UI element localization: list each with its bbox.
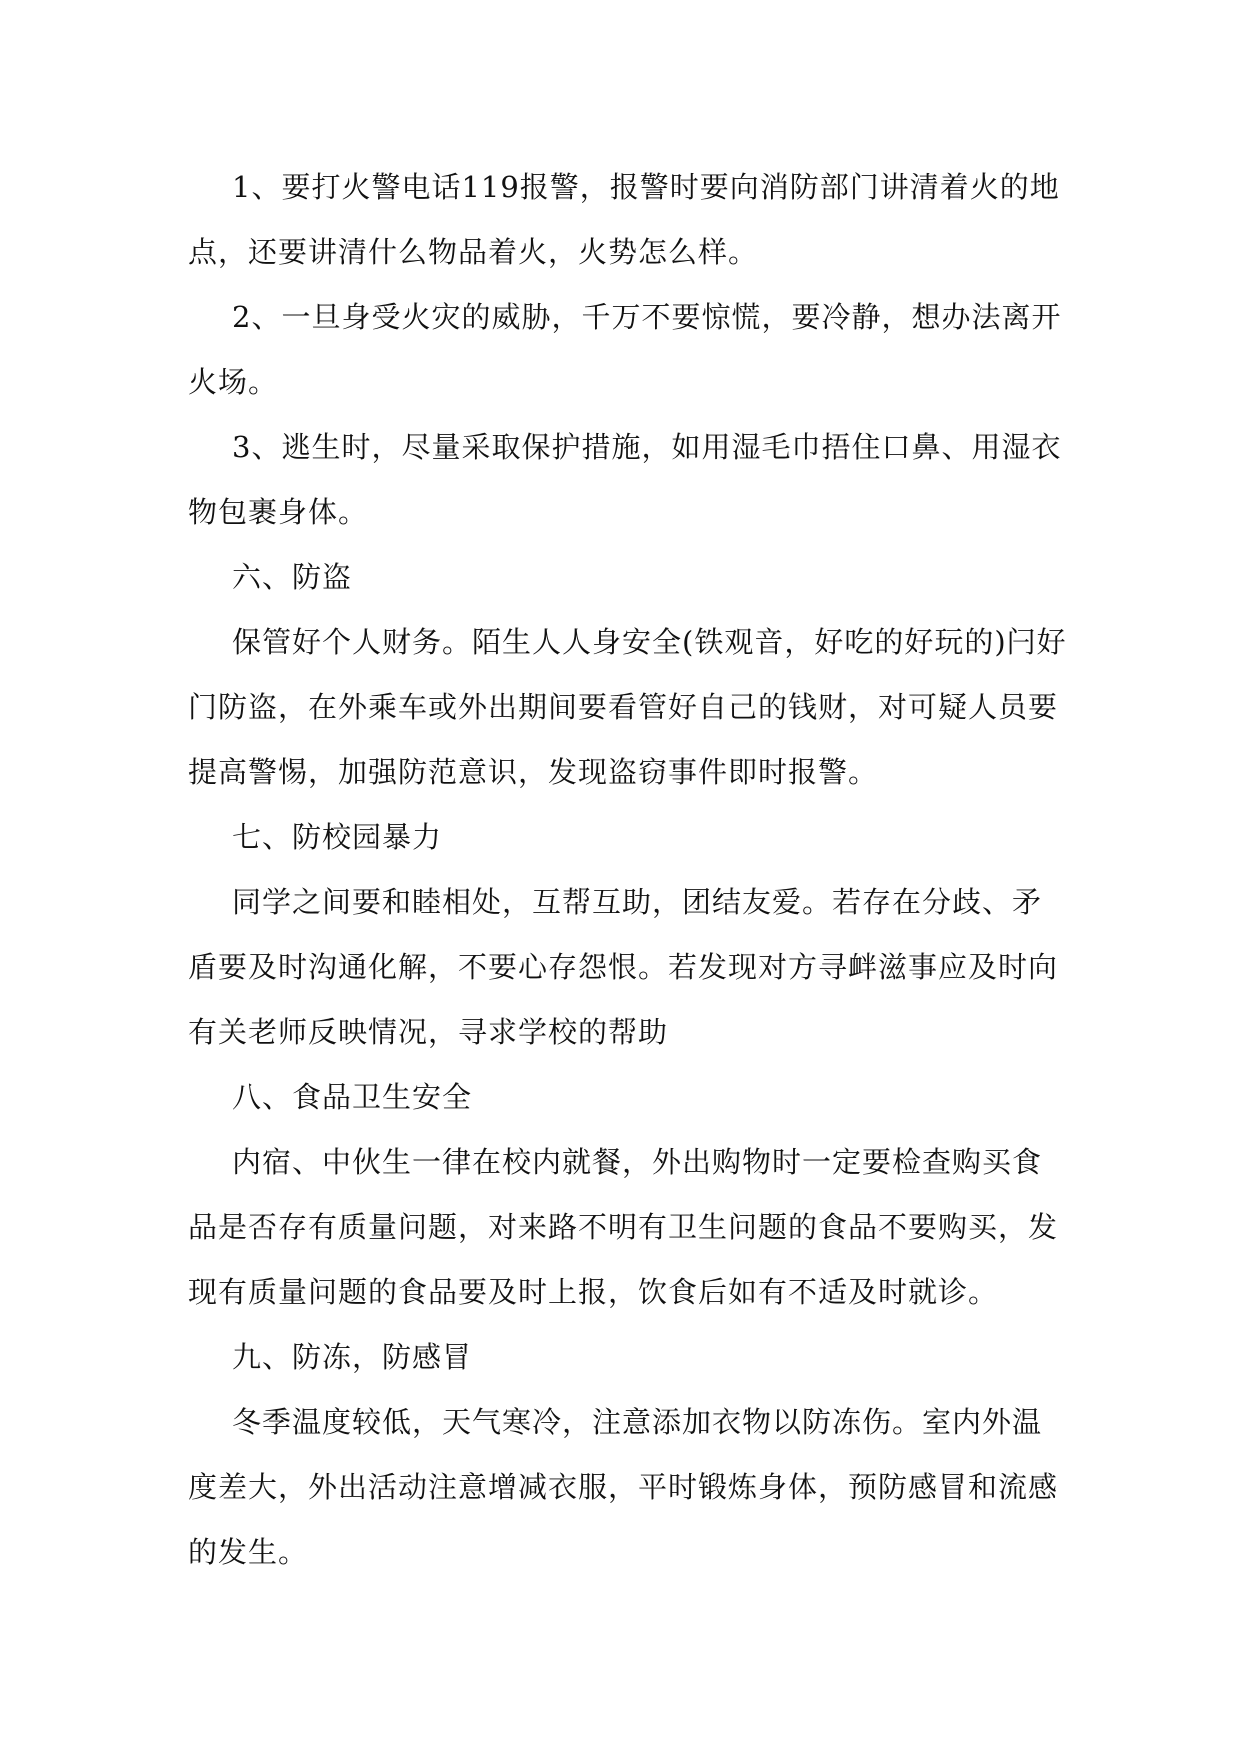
paragraph-cold-flu: 冬季温度较低，天气寒冷，注意添加衣物以防冻伤。室内外温度差大，外出活动注意增减衣服，平时锻炼身体，预防感冒和流感的发生。 — [188, 1405, 1059, 1569]
heading-food-safety: 八、食品卫生安全 — [232, 1080, 473, 1114]
paragraph-school-violence: 同学之间要和睦相处，互帮互助，团结友爱。若存在分歧、矛盾要及时沟通化解，不要心存怨恨。若发现对方寻衅滋事应及时向有关老师反映情况，寻求学校的帮助 — [188, 885, 1059, 1049]
paragraph-fire-calm: 2、一旦身受火灾的威胁，千万不要惊慌，要冷静，想办法离开火场。 — [188, 300, 1062, 399]
paragraph-fire-call: 1、要打火警电话119报警，报警时要向消防部门讲清着火的地点，还要讲清什么物品着火，火势怎么样。 — [188, 170, 1060, 269]
heading-anti-theft: 六、防盗 — [232, 560, 353, 594]
paragraph-food-safety: 内宿、中伙生一律在校内就餐，外出购物时一定要检查购买食品是否存有质量问题，对来路不明有卫生问题的食品不要购买，发现有质量问题的食品要及时上报，饮食后如有不适及时就诊。 — [188, 1145, 1059, 1309]
paragraph-anti-theft: 保管好个人财务。陌生人人身安全(铁观音，好吃的好玩的)闩好门防盗，在外乘车或外出期间要看管好自己的钱财，对可疑人员要提高警惕，加强防范意识，发现盗窃事件即时报警。 — [188, 625, 1067, 789]
heading-cold-flu: 九、防冻，防感冒 — [232, 1340, 473, 1374]
document-body — [188, 155, 1068, 1585]
heading-school-violence: 七、防校园暴力 — [232, 820, 443, 854]
paragraph-fire-escape: 3、逃生时，尽量采取保护措施，如用湿毛巾捂住口鼻、用湿衣物包裹身体。 — [188, 430, 1062, 529]
